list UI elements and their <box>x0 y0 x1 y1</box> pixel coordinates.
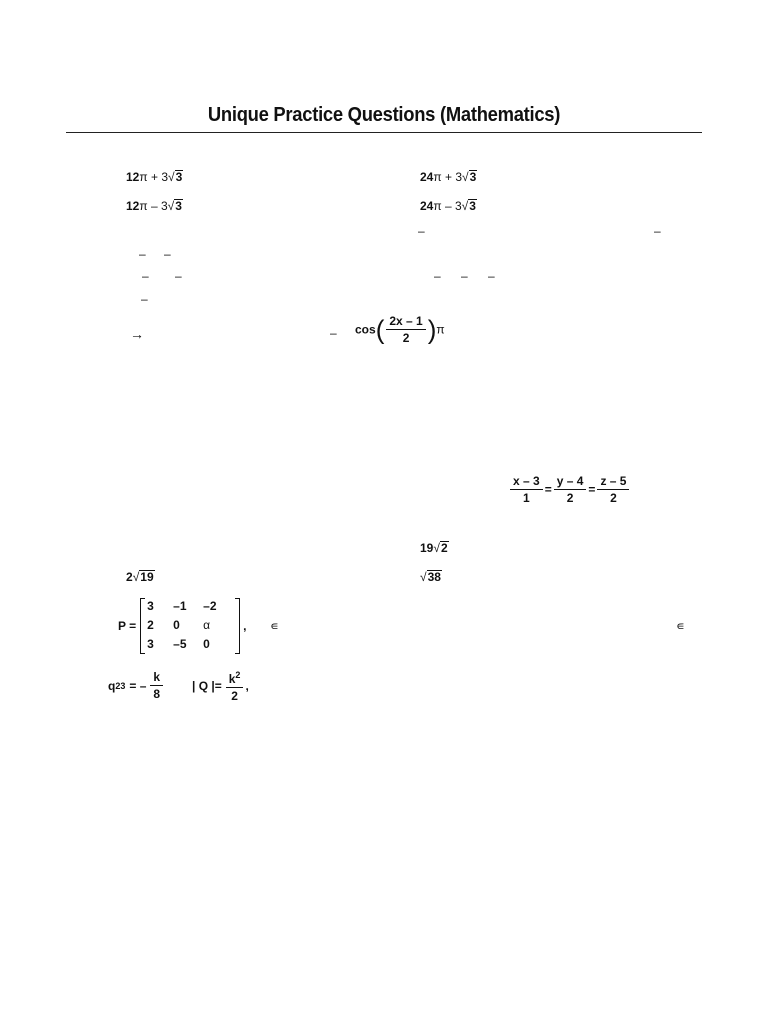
option-d-coef: 24 <box>420 199 434 213</box>
sqrt-symbol: √ <box>433 541 440 555</box>
fraction-denominator: 2 <box>566 491 574 505</box>
k-over-8-fraction <box>150 670 163 701</box>
fraction-numerator: x – 3 <box>510 474 543 490</box>
option-d-rest: π – 3 <box>433 199 462 213</box>
sqrt-symbol: √ <box>420 570 427 584</box>
option-a-rest: π + 3 <box>139 170 168 184</box>
dash-fragment: – <box>418 224 425 238</box>
matrix-label: P = <box>118 618 137 633</box>
matrix-cell: 3 <box>147 599 154 613</box>
dash-fragment: – <box>142 269 149 283</box>
dash-fragment: – <box>164 247 171 261</box>
element-of-symbol: ∊ <box>270 619 279 633</box>
q-label: q <box>108 678 116 693</box>
option-b-expression <box>420 170 477 184</box>
matrix-cell: 2 <box>147 618 154 632</box>
element-of-symbol: ∊ <box>676 619 685 633</box>
expression-comma: , <box>245 678 249 693</box>
option-a-radicand: 3 <box>175 170 183 184</box>
option-radicand: 19 <box>140 570 154 584</box>
det-q-expression <box>192 668 249 703</box>
option-d-expression <box>420 199 477 213</box>
k-exponent: 2 <box>235 670 241 680</box>
option-b-coef: 24 <box>420 170 434 184</box>
line-fraction-y <box>554 474 587 505</box>
option-a-expression-q2 <box>126 570 155 584</box>
left-paren: ( <box>375 314 385 345</box>
option-d-radicand: 3 <box>469 199 476 213</box>
equals-negative: = – <box>129 678 147 693</box>
matrix-right-bracket <box>235 598 240 654</box>
matrix-cell: –1 <box>173 599 187 613</box>
fraction-denominator: 1 <box>523 491 530 505</box>
fraction-numerator: z – 5 <box>597 474 629 490</box>
line-fraction-x <box>510 474 543 505</box>
dash-fragment: – <box>175 269 182 283</box>
arrow-symbol: → <box>130 326 144 342</box>
dash-fragment: – <box>461 269 468 283</box>
fraction-numerator <box>226 668 244 688</box>
dash-fragment: – <box>139 247 146 261</box>
option-d-expression-q2 <box>420 570 442 584</box>
q-subscript: 23 <box>115 680 126 691</box>
dash-fragment: – <box>330 326 337 340</box>
matrix-cell: 3 <box>147 637 154 651</box>
matrix-grid <box>145 597 235 654</box>
sqrt-symbol: √ <box>168 170 175 184</box>
option-c-rest: π – 3 <box>139 199 168 213</box>
option-b-rest: π + 3 <box>433 170 462 184</box>
matrix-cell: –2 <box>203 599 217 613</box>
fraction-denominator: 2 <box>610 491 617 505</box>
fraction-numerator: y – 4 <box>554 474 587 490</box>
matrix-comma: , <box>243 618 247 633</box>
matrix-cell: α <box>203 618 211 632</box>
equals-sign: = <box>588 482 596 497</box>
matrix-p <box>118 597 246 654</box>
line-equation <box>508 474 631 505</box>
matrix-cell: –5 <box>173 637 187 651</box>
cos-fraction <box>386 314 425 345</box>
fraction-numerator: k <box>150 670 163 686</box>
option-b-radicand: 3 <box>469 170 477 184</box>
k-squared-over-2-fraction <box>226 668 244 703</box>
fraction-denominator: 2 <box>231 689 238 703</box>
sqrt-symbol: √ <box>132 570 140 584</box>
dash-fragment: – <box>488 269 495 283</box>
option-c-radicand: 3 <box>175 199 182 213</box>
fraction-denominator: 8 <box>153 687 161 701</box>
option-a-expression <box>126 170 183 184</box>
right-paren: ) <box>427 314 437 345</box>
option-radicand: 38 <box>427 570 441 584</box>
dash-fragment: – <box>434 269 441 283</box>
page-title: Unique Practice Questions (Mathematics) <box>207 104 561 126</box>
fraction-denominator: 2 <box>402 331 410 345</box>
fraction-numerator: 2x – 1 <box>386 314 425 330</box>
matrix-cell: 0 <box>173 618 180 632</box>
cos-expression <box>355 314 445 345</box>
abs-q-label: | Q |= <box>192 678 222 693</box>
option-coef: 2 <box>126 570 133 584</box>
line-fraction-z <box>597 474 629 505</box>
equals-sign: = <box>544 482 552 497</box>
q-element-expression <box>108 670 165 701</box>
sqrt-symbol: √ <box>167 199 175 213</box>
option-c-expression <box>126 199 183 213</box>
option-radicand: 2 <box>440 541 448 555</box>
dash-fragment: – <box>141 292 148 306</box>
cos-label: cos <box>355 322 376 337</box>
sqrt-symbol: √ <box>462 170 469 184</box>
matrix-body <box>140 597 240 654</box>
dash-fragment: – <box>654 224 661 238</box>
matrix-cell: 0 <box>203 637 210 651</box>
title-divider <box>66 132 702 133</box>
option-b-expression-q2 <box>420 541 449 555</box>
option-c-coef: 12 <box>126 199 140 213</box>
pi-symbol: π <box>436 322 445 337</box>
option-a-coef: 12 <box>126 170 140 184</box>
sqrt-symbol: √ <box>461 199 469 213</box>
option-coef: 19 <box>420 541 434 555</box>
k-base: k <box>228 672 236 686</box>
